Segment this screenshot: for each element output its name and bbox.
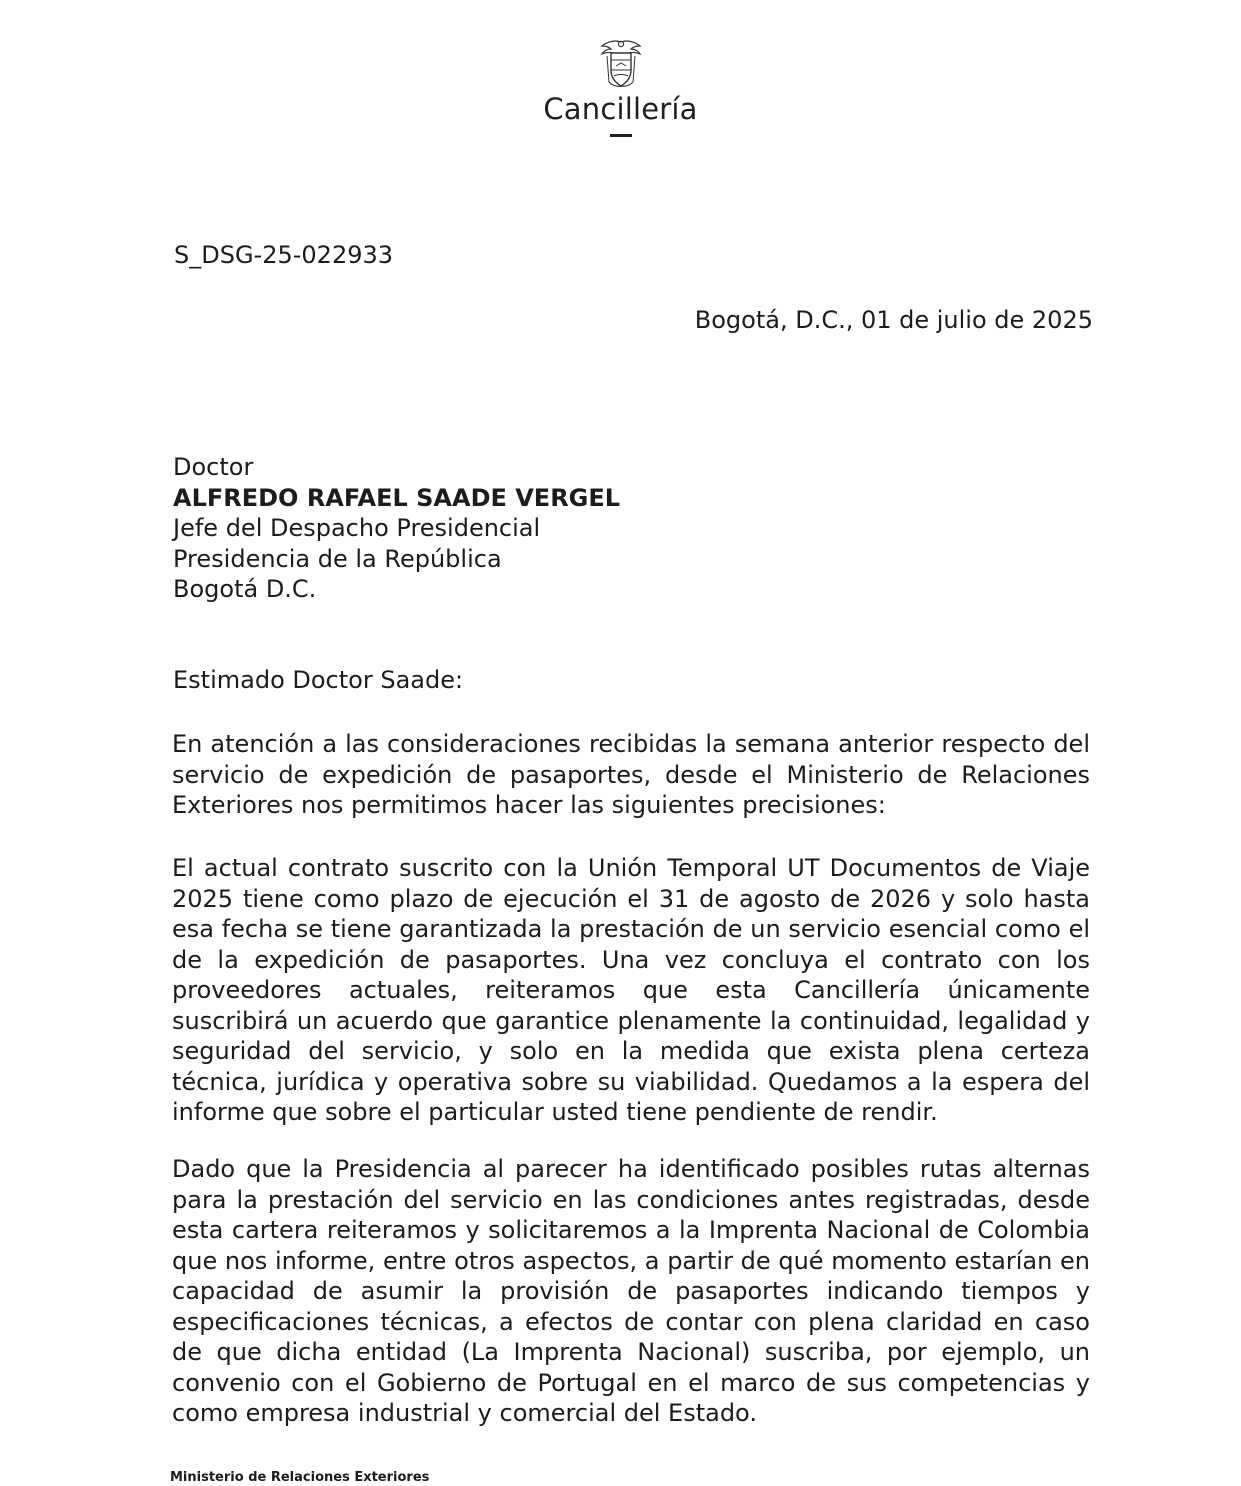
letterhead — [0, 38, 1241, 137]
body-paragraph-2: El actual contrato suscrito con la Unión Temporal UT Documentos de Viaje 2025 tiene como plazo de ejecución el 31 de agosto de 2026 y solo hasta esa fecha se tiene garantizada la prestación de un servicio esencial como el de la expedición de pasaportes. Una vez concluya el contrato con los proveedores actuales, reiteramos que esta Cancillería únicamente suscribirá un acuerdo que garantice plenamente la continuidad, legalidad y seguridad del servicio, y solo en la medida que exista plena certeza técnica, jurídica y operativa sobre su viabilidad. Quedamos a la espera del informe que sobre el particular usted tiene pendiente de rendir. — [172, 854, 1090, 1126]
brand-underline — [610, 134, 632, 137]
document-reference: S_DSG-25-022933 — [174, 241, 394, 269]
footer-ministry: Ministerio de Relaciones Exteriores — [170, 1470, 430, 1485]
recipient-position: Jefe del Despacho Presidencial — [173, 514, 541, 542]
body-paragraph-1: En atención a las consideraciones recibidas la semana anterior respecto del servicio de expedición de pasaportes, desde el Ministerio de Relaciones Exteriores nos permitimos hacer las siguientes precisiones: — [172, 730, 1090, 819]
brand-name: Cancillería — [543, 92, 698, 126]
recipient-organization: Presidencia de la República — [173, 544, 502, 573]
recipient-title: Doctor — [173, 453, 254, 481]
salutation: Estimado Doctor Saade: — [173, 666, 464, 694]
body-paragraph-3: Dado que la Presidencia al parecer ha identificado posibles rutas alternas para la prestación del servicio en las condiciones antes registradas, desde esta cartera reiteramos y solicitaremos a la Imprenta Nacional de Colombia que nos informe, entre otros aspectos, a partir de qué momento estarían en capacidad de asumir la provisión de pasaportes indicando tiempos y especificaciones técnicas, a efectos de contar con plena claridad en caso de que dicha entidad (La Imprenta Nacional) suscriba, por ejemplo, un convenio con el Gobierno de Portugal en el marco de sus competencias y como empresa industrial y comercial del Estado. — [172, 1155, 1090, 1427]
date-line: Bogotá, D.C., 01 de julio de 2025 — [694, 306, 1093, 334]
recipient-name: ALFREDO RAFAEL SAADE VERGEL — [173, 483, 621, 512]
recipient-block — [173, 452, 620, 605]
colombia-coat-of-arms-icon — [598, 38, 644, 90]
recipient-city: Bogotá D.C. — [173, 575, 317, 603]
